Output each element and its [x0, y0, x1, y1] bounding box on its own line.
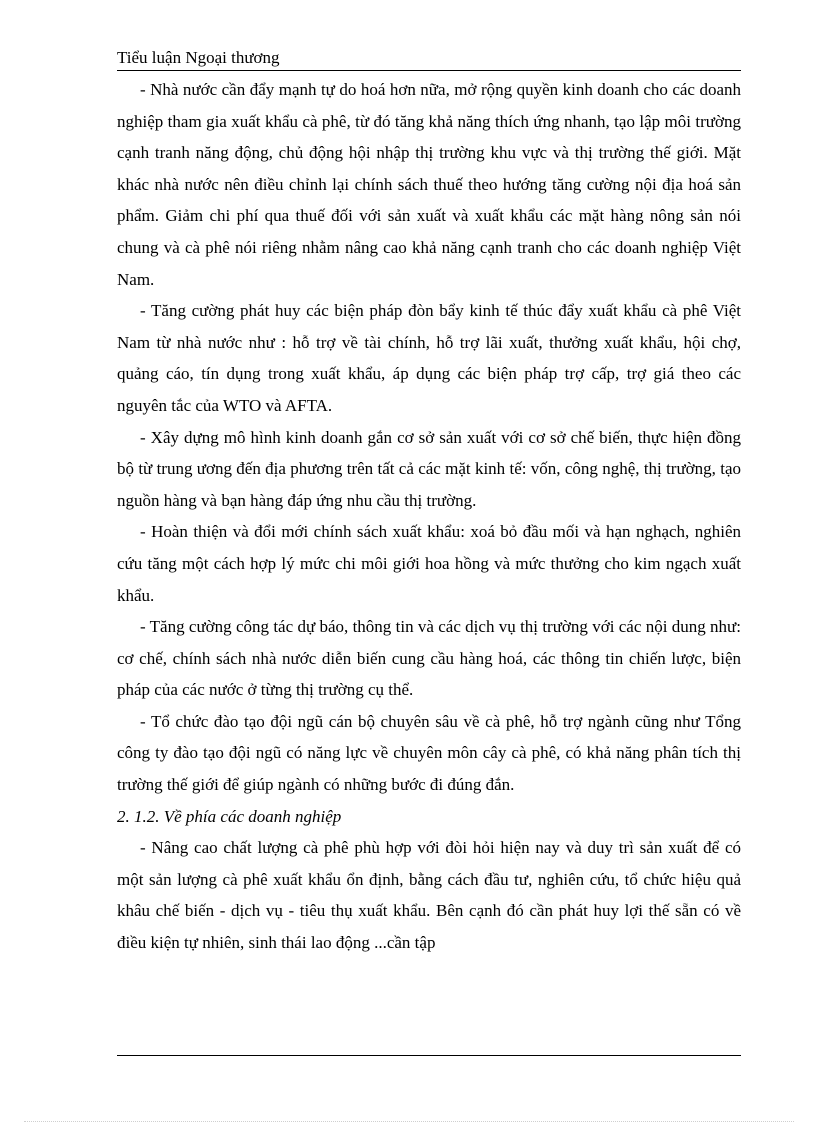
paragraph-business-model: - Xây dựng mô hình kinh doanh gắn cơ sở sản xuất với cơ sở chế biến, thực hiện đồng bộ từ trung ương đến địa phương trên tất cả các mặt kinh tế: vốn, công nghệ, thị trường, tạo nguồn hàng và bạn hàng đáp ứng nhu cầu thị trường. [117, 427, 741, 510]
paragraph-market-forecasting: - Tăng cường công tác dự báo, thông tin và các dịch vụ thị trường với các nội dung như: cơ chế, chính sách nhà nước diễn biến cung cầu hàng hoá, các thông tin chiến lược, biện pháp của các nước ở từng thị trường cụ thể. [117, 617, 741, 700]
paragraph-state-liberalization: - Nhà nước cần đẩy mạnh tự do hoá hơn nữa, mở rộng quyền kinh doanh cho các doanh nghiệp tham gia xuất khẩu cà phê, từ đó tăng khả năng thích ứng nhanh, tạo lập môi trường cạnh tranh năng động, chủ động hội nhập thị trường khu vực và thị trường thế giới. Mặt khác nhà nước nên điều chỉnh lại chính sách thuế theo hướng tăng cường nội địa hoá sản phẩm. Giảm chi phí qua thuế đối với sản xuất và xuất khẩu các mặt hàng nông sản nói chung và cà phê nói riêng nhằm nâng cao khả năng cạnh tranh cho các doanh nghiệp Việt Nam. [117, 80, 741, 289]
page-break-dotted-line [24, 1121, 794, 1122]
footer-divider [117, 1055, 741, 1056]
paragraph-economic-levers: - Tăng cường phát huy các biện pháp đòn bẩy kinh tế thúc đẩy xuất khẩu cà phê Việt Nam từ nhà nước như : hỗ trợ về tài chính, hỗ trợ lãi xuất, thưởng xuất khẩu, hội chợ, quảng cáo, tín dụng trong xuất khẩu, áp dụng các biện pháp trợ cấp, trợ giá theo các nguyên tắc của WTO và AFTA. [117, 301, 741, 415]
paragraph-quality-improvement: - Nâng cao chất lượng cà phê phù hợp với đòi hỏi hiện nay và duy trì sản xuất để có một sản lượng cà phê xuất khẩu ổn định, bằng cách đầu tư, nghiên cứu, tổ chức hiệu quả khâu chế biến - dịch vụ - tiêu thụ xuất khẩu. Bên cạnh đó cần phát huy lợi thế sẵn có về điều kiện tự nhiên, sinh thái lao động ...cần tập [117, 838, 741, 953]
paragraph-staff-training: - Tổ chức đào tạo đội ngũ cán bộ chuyên sâu về cà phê, hỗ trợ ngành cũng như Tổng công ty đào tạo đội ngũ có năng lực về chuyên môn cây cà phê, có khả năng phân tích thị trường thế giới để giúp ngành có những bước đi đúng đắn. [117, 711, 741, 795]
paragraph-export-policy: - Hoàn thiện và đổi mới chính sách xuất khẩu: xoá bỏ đầu mối và hạn nghạch, nghiên cứu tăng một cách hợp lý mức chi môi giới hoa hồng và mức thưởng cho kim ngạch xuất khẩu. [117, 522, 741, 605]
section-heading: 2. 1.2. Về phía các doanh nghiệp [117, 806, 342, 826]
document-body [117, 74, 741, 959]
header-divider [117, 70, 741, 71]
page-header-title: Tiểu luận Ngoại thương [117, 48, 280, 67]
